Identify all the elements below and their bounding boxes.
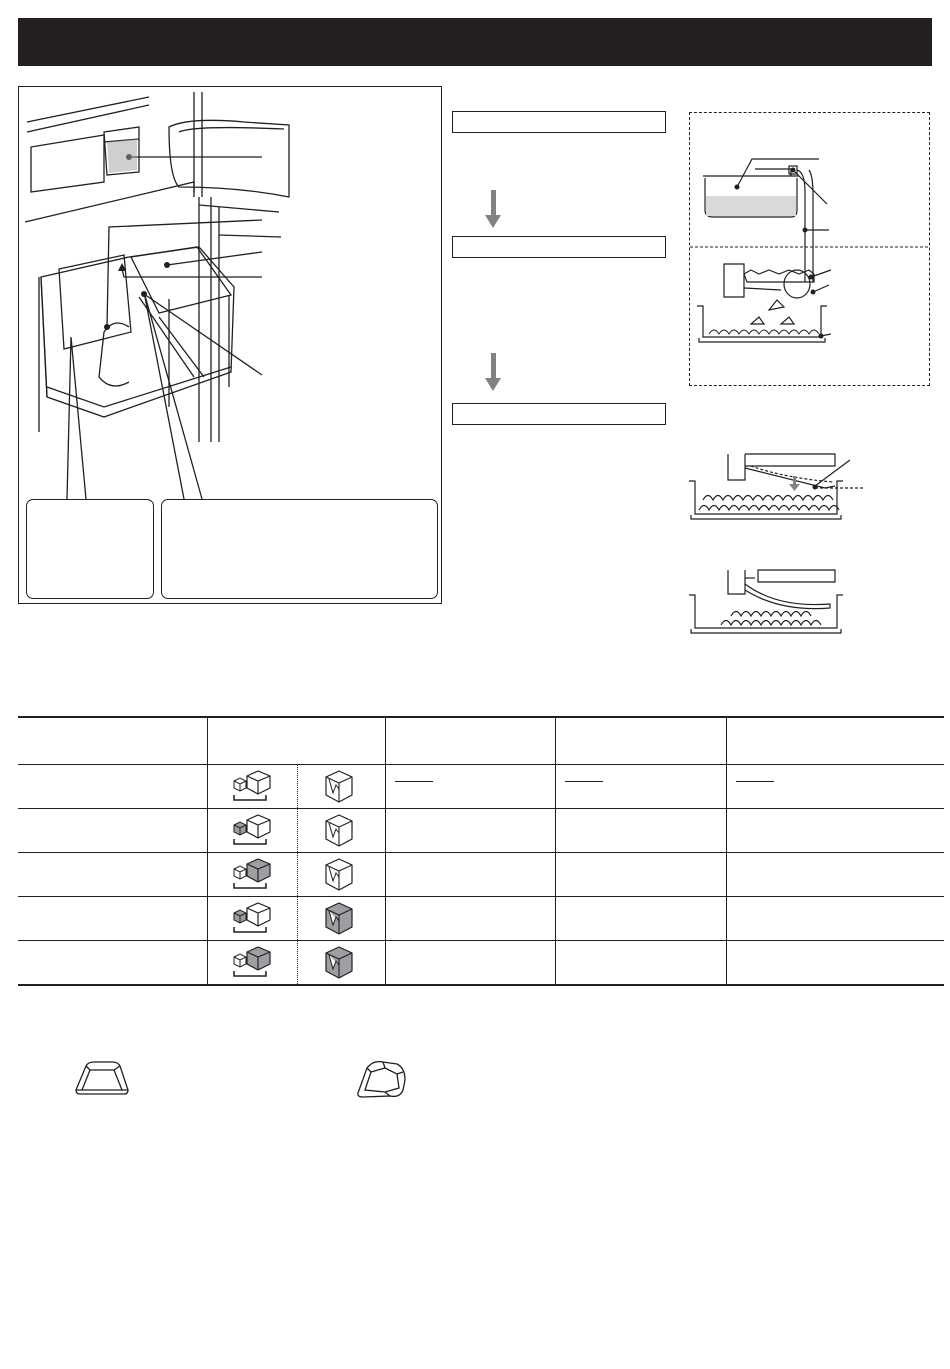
cube-size-cell bbox=[207, 941, 297, 986]
callout-box-right bbox=[161, 499, 438, 599]
cube-pair-icon bbox=[220, 899, 280, 939]
down-arrow-icon bbox=[482, 190, 504, 230]
row-label bbox=[18, 853, 207, 897]
table-header-cell bbox=[207, 717, 385, 765]
table-header-cell bbox=[385, 717, 555, 765]
table-cell bbox=[385, 765, 555, 809]
table-cell bbox=[555, 853, 726, 897]
table-cell bbox=[726, 897, 944, 941]
step-1-box bbox=[452, 111, 666, 133]
ice-result-cube-icon bbox=[319, 811, 359, 851]
table-row bbox=[18, 809, 944, 853]
table-header-row bbox=[18, 717, 944, 765]
down-arrow-icon bbox=[482, 353, 504, 393]
step-2-box bbox=[452, 236, 666, 258]
table-row bbox=[18, 941, 944, 986]
row-label bbox=[18, 897, 207, 941]
table-cell bbox=[385, 941, 555, 986]
table-header-cell bbox=[18, 717, 207, 765]
cube-size-cell bbox=[207, 897, 297, 941]
table-cell bbox=[555, 897, 726, 941]
ice-bin-full-drawing bbox=[685, 448, 865, 526]
row-label bbox=[18, 765, 207, 809]
callout-box-left bbox=[26, 499, 154, 599]
row-label bbox=[18, 809, 207, 853]
table-cell bbox=[726, 765, 944, 809]
ice-maker-mechanism-drawing bbox=[689, 112, 930, 386]
cube-pair-icon bbox=[220, 943, 280, 983]
table-row bbox=[18, 897, 944, 941]
ice-cube-regular-icon bbox=[72, 1058, 132, 1098]
dash-mark bbox=[565, 781, 603, 782]
table-cell bbox=[555, 765, 726, 809]
ice-cube-irregular-icon bbox=[355, 1058, 410, 1100]
ice-result-cube-icon bbox=[319, 943, 359, 983]
table-cell bbox=[726, 809, 944, 853]
header-bar bbox=[18, 18, 932, 66]
ice-result-cube-icon bbox=[319, 899, 359, 939]
table-cell bbox=[726, 853, 944, 897]
cube-pair-icon bbox=[220, 767, 280, 807]
cube-size-cell bbox=[207, 809, 297, 853]
ice-quality-table bbox=[18, 716, 944, 986]
ice-result-cube-icon bbox=[319, 855, 359, 895]
cube-pair-icon bbox=[220, 855, 280, 895]
ice-bin-partial-drawing bbox=[685, 568, 855, 638]
cube-result-cell bbox=[297, 853, 385, 897]
table-cell bbox=[385, 809, 555, 853]
table-cell bbox=[385, 897, 555, 941]
cube-result-cell bbox=[297, 941, 385, 986]
row-label bbox=[18, 941, 207, 986]
ice-bin-illustration bbox=[18, 86, 442, 604]
table-cell bbox=[555, 941, 726, 986]
cube-result-cell bbox=[297, 809, 385, 853]
table-cell bbox=[726, 941, 944, 986]
table-cell bbox=[555, 809, 726, 853]
cube-result-cell bbox=[297, 765, 385, 809]
step-3-box bbox=[452, 403, 666, 425]
cube-size-cell bbox=[207, 765, 297, 809]
table-header-cell bbox=[726, 717, 944, 765]
table-row bbox=[18, 853, 944, 897]
cube-result-cell bbox=[297, 897, 385, 941]
ice-maker-mechanism-frame bbox=[689, 112, 930, 386]
dash-mark bbox=[395, 781, 433, 782]
dash-mark bbox=[736, 781, 774, 782]
table-cell bbox=[385, 853, 555, 897]
table-header-cell bbox=[555, 717, 726, 765]
table-row bbox=[18, 765, 944, 809]
cube-size-cell bbox=[207, 853, 297, 897]
ice-result-cube-icon bbox=[319, 767, 359, 807]
cube-pair-icon bbox=[220, 811, 280, 851]
